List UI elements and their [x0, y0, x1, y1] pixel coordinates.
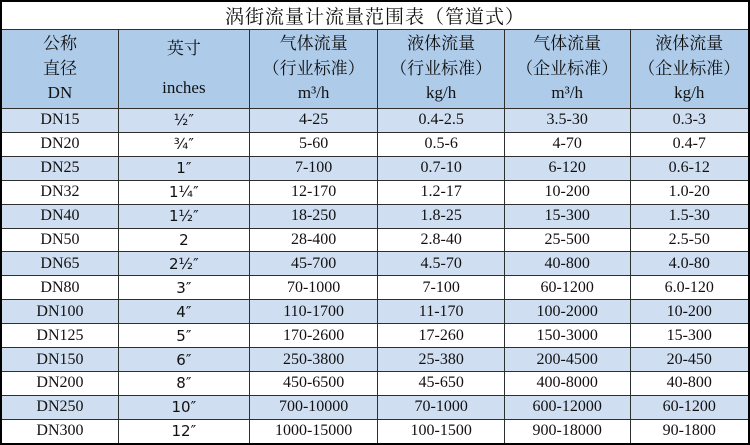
cell-gas-industry: 12-170 — [249, 180, 378, 204]
cell-gas-enterprise: 40-800 — [504, 252, 630, 276]
cell-inches: 1½″ — [118, 204, 249, 228]
cell-dn: DN100 — [1, 300, 118, 324]
cell-gas-industry: 7-100 — [249, 156, 378, 180]
header-line: （企业标准） — [638, 58, 741, 78]
cell-dn: DN80 — [1, 276, 118, 300]
cell-dn: DN300 — [1, 419, 118, 444]
table-row — [1, 371, 749, 395]
header-line: 公称 — [42, 34, 77, 54]
cell-inches: 4″ — [118, 300, 249, 324]
column-header-liquid-enterprise — [630, 30, 749, 109]
cell-liquid-enterprise: 90-1800 — [630, 419, 749, 444]
cell-liquid-industry: 4.5-70 — [378, 252, 504, 276]
header-line: （行业标准） — [390, 58, 493, 78]
cell-gas-enterprise: 150-3000 — [504, 324, 630, 348]
column-header-gas-enterprise — [504, 30, 630, 109]
cell-gas-industry: 5-60 — [249, 132, 378, 156]
cell-liquid-enterprise: 4.0-80 — [630, 252, 749, 276]
title-row — [1, 1, 749, 30]
cell-gas-industry: 18-250 — [249, 204, 378, 228]
cell-dn: DN150 — [1, 348, 118, 372]
table-row — [1, 204, 749, 228]
cell-liquid-industry: 17-260 — [378, 324, 504, 348]
header-line: m³/h — [551, 82, 583, 102]
cell-liquid-industry: 11-170 — [378, 300, 504, 324]
cell-gas-industry: 170-2600 — [249, 324, 378, 348]
header-line: 液体流量 — [407, 34, 476, 54]
cell-gas-enterprise: 100-2000 — [504, 300, 630, 324]
header-line: inches — [162, 78, 206, 98]
cell-inches: 1″ — [118, 156, 249, 180]
cell-dn: DN65 — [1, 252, 118, 276]
table-row — [1, 395, 749, 419]
table-row — [1, 156, 749, 180]
header-row — [1, 30, 749, 109]
cell-dn: DN20 — [1, 132, 118, 156]
cell-inches: 5″ — [118, 324, 249, 348]
table-row — [1, 132, 749, 156]
cell-liquid-enterprise: 0.4-7 — [630, 132, 749, 156]
cell-liquid-enterprise: 6.0-120 — [630, 276, 749, 300]
cell-gas-industry: 45-700 — [249, 252, 378, 276]
table-row — [1, 109, 749, 133]
header-line: （行业标准） — [262, 58, 365, 78]
cell-inches: 2½″ — [118, 252, 249, 276]
cell-gas-industry: 700-10000 — [249, 395, 378, 419]
cell-liquid-enterprise: 0.6-12 — [630, 156, 749, 180]
cell-gas-enterprise: 3.5-30 — [504, 109, 630, 133]
cell-gas-enterprise: 600-12000 — [504, 395, 630, 419]
column-header-inches — [118, 30, 249, 109]
header-line: 直径 — [42, 58, 77, 78]
table-row — [1, 419, 749, 444]
cell-liquid-industry: 70-1000 — [378, 395, 504, 419]
cell-gas-industry: 110-1700 — [249, 300, 378, 324]
header-line: DN — [47, 82, 73, 102]
cell-liquid-industry: 2.8-40 — [378, 228, 504, 252]
cell-dn: DN200 — [1, 371, 118, 395]
cell-dn: DN125 — [1, 324, 118, 348]
cell-inches: 12″ — [118, 419, 249, 444]
header-line: 英寸 — [166, 39, 201, 59]
table-row — [1, 180, 749, 204]
header-line: 液体流量 — [655, 34, 724, 54]
table-row — [1, 228, 749, 252]
header-line: kg/h — [426, 82, 457, 102]
cell-gas-enterprise: 400-8000 — [504, 371, 630, 395]
cell-gas-industry: 1000-15000 — [249, 419, 378, 444]
cell-gas-industry: 450-6500 — [249, 371, 378, 395]
cell-liquid-industry: 0.5-6 — [378, 132, 504, 156]
cell-liquid-industry: 0.4-2.5 — [378, 109, 504, 133]
table-row — [1, 324, 749, 348]
cell-gas-industry: 4-25 — [249, 109, 378, 133]
cell-inches: 2 — [118, 228, 249, 252]
cell-liquid-enterprise: 60-1200 — [630, 395, 749, 419]
column-header-liquid-industry — [378, 30, 504, 109]
header-line: 气体流量 — [533, 34, 602, 54]
column-header-gas-industry — [249, 30, 378, 109]
cell-dn: DN25 — [1, 156, 118, 180]
cell-liquid-industry: 25-380 — [378, 348, 504, 372]
table-row — [1, 252, 749, 276]
cell-gas-industry: 70-1000 — [249, 276, 378, 300]
cell-gas-enterprise: 4-70 — [504, 132, 630, 156]
column-header-dn — [1, 30, 118, 109]
cell-inches: 3″ — [118, 276, 249, 300]
cell-liquid-enterprise: 1.0-20 — [630, 180, 749, 204]
cell-dn: DN32 — [1, 180, 118, 204]
cell-liquid-industry: 45-650 — [378, 371, 504, 395]
cell-dn: DN250 — [1, 395, 118, 419]
header-line: （企业标准） — [516, 58, 619, 78]
cell-gas-enterprise: 15-300 — [504, 204, 630, 228]
cell-inches: 6″ — [118, 348, 249, 372]
cell-gas-enterprise: 60-1200 — [504, 276, 630, 300]
table-row — [1, 276, 749, 300]
cell-gas-enterprise: 10-200 — [504, 180, 630, 204]
cell-liquid-enterprise: 40-800 — [630, 371, 749, 395]
cell-gas-industry: 28-400 — [249, 228, 378, 252]
cell-gas-enterprise: 200-4500 — [504, 348, 630, 372]
cell-liquid-industry: 1.2-17 — [378, 180, 504, 204]
cell-liquid-industry: 100-1500 — [378, 419, 504, 444]
cell-gas-enterprise: 6-120 — [504, 156, 630, 180]
cell-gas-enterprise: 25-500 — [504, 228, 630, 252]
cell-dn: DN15 — [1, 109, 118, 133]
cell-inches: ½″ — [118, 109, 249, 133]
cell-liquid-enterprise: 15-300 — [630, 324, 749, 348]
header-line: 气体流量 — [279, 34, 348, 54]
cell-dn: DN40 — [1, 204, 118, 228]
table-row — [1, 348, 749, 372]
page-title: 涡街流量计流量范围表（管道式） — [1, 1, 749, 30]
cell-liquid-industry: 1.8-25 — [378, 204, 504, 228]
cell-liquid-enterprise: 10-200 — [630, 300, 749, 324]
cell-dn: DN50 — [1, 228, 118, 252]
header-line: m³/h — [297, 82, 330, 102]
cell-inches: 8″ — [118, 371, 249, 395]
cell-liquid-industry: 0.7-10 — [378, 156, 504, 180]
table-body — [1, 109, 749, 445]
cell-liquid-industry: 7-100 — [378, 276, 504, 300]
cell-liquid-enterprise: 1.5-30 — [630, 204, 749, 228]
header-line: kg/h — [674, 82, 705, 102]
cell-gas-industry: 250-3800 — [249, 348, 378, 372]
cell-inches: 1¼″ — [118, 180, 249, 204]
cell-inches: 10″ — [118, 395, 249, 419]
cell-inches: ¾″ — [118, 132, 249, 156]
cell-liquid-enterprise: 20-450 — [630, 348, 749, 372]
table-row — [1, 300, 749, 324]
cell-liquid-enterprise: 2.5-50 — [630, 228, 749, 252]
cell-liquid-enterprise: 0.3-3 — [630, 109, 749, 133]
cell-gas-enterprise: 900-18000 — [504, 419, 630, 444]
